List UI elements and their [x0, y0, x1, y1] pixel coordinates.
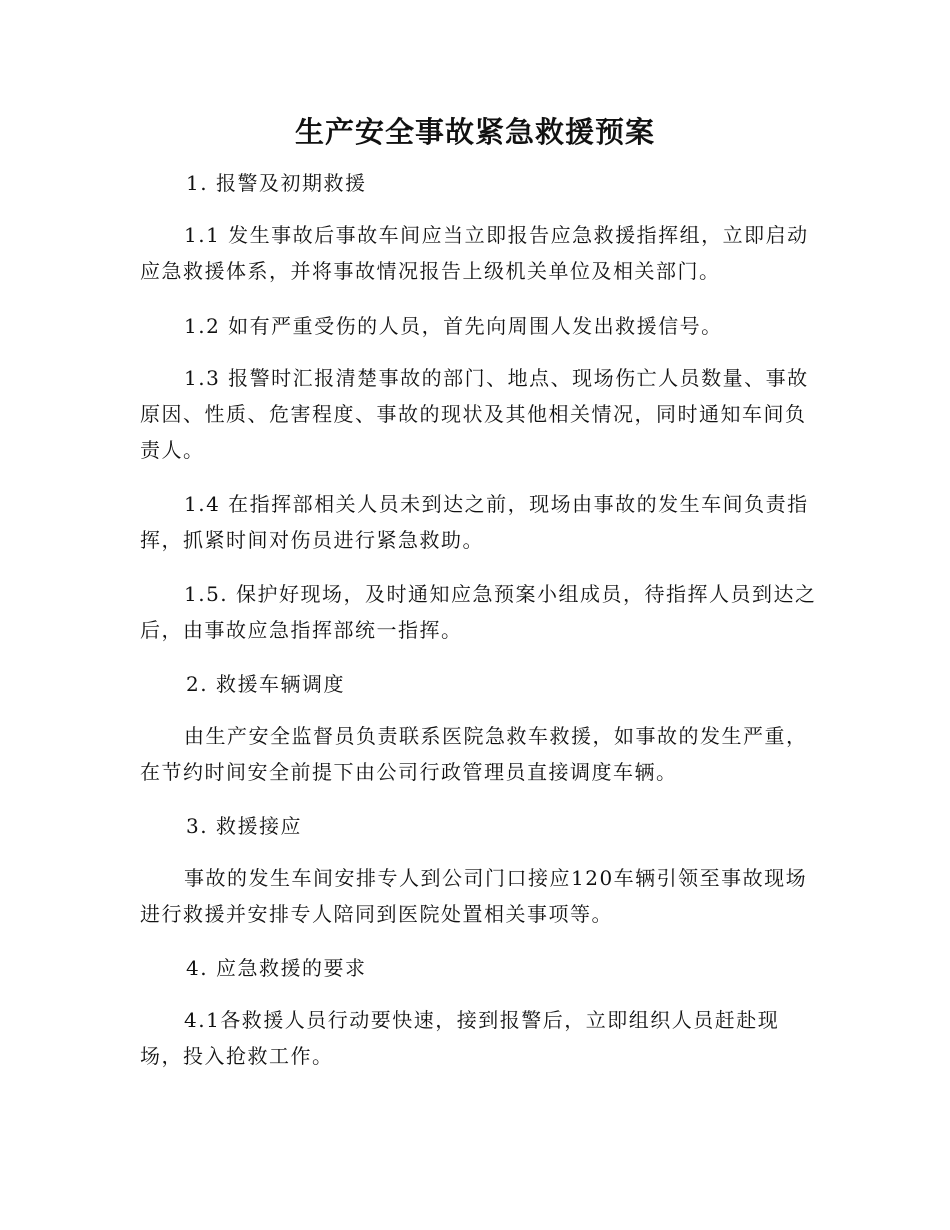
paragraph-1-1: 1.1 发生事故后事故车间应当立即报告应急救援指挥组，立即启动应急救援体系，并将事故情况报告上级机关单位及相关部门。 — [140, 223, 809, 283]
paragraph-4-1: 4.1各救援人员行动要快速，接到报警后，立即组织人员赶赴现场，投入抢救工作。 — [140, 1008, 780, 1068]
paragraph-1-2: 1.2 如有严重受伤的人员，首先向周围人发出救援信号。 — [184, 314, 723, 338]
section-heading-vehicle-dispatch: 2. 救援车辆调度 — [186, 672, 345, 696]
paragraph-1-3: 1.3 报警时汇报清楚事故的部门、地点、现场伤亡人员数量、事故原因、性质、危害程度、事故的现状及其他相关情况，同时通知车间负责人。 — [140, 366, 809, 462]
section-heading-reception: 3. 救援接应 — [186, 814, 302, 838]
section-heading-alarm: 1. 报警及初期救援 — [186, 171, 367, 195]
section-heading-requirements: 4. 应急救援的要求 — [186, 956, 367, 980]
document-title: 生产安全事故紧急救援预案 — [294, 115, 655, 149]
paragraph-3: 事故的发生车间安排专人到公司门口接应120车辆引领至事故现场进行救援并安排专人陪同到医院处置相关事项等。 — [140, 866, 808, 926]
paragraph-1-5: 1.5. 保护好现场，及时通知应急预案小组成员，待指挥人员到达之后，由事故应急指挥部统一指挥。 — [140, 582, 817, 642]
paragraph-1-4: 1.4 在指挥部相关人员未到达之前，现场由事故的发生车间负责指挥，抓紧时间对伤员进行紧急救助。 — [140, 492, 809, 552]
paragraph-2: 由生产安全监督员负责联系医院急救车救援，如事故的发生严重，在节约时间安全前提下由公司行政管理员直接调度车辆。 — [140, 724, 808, 784]
